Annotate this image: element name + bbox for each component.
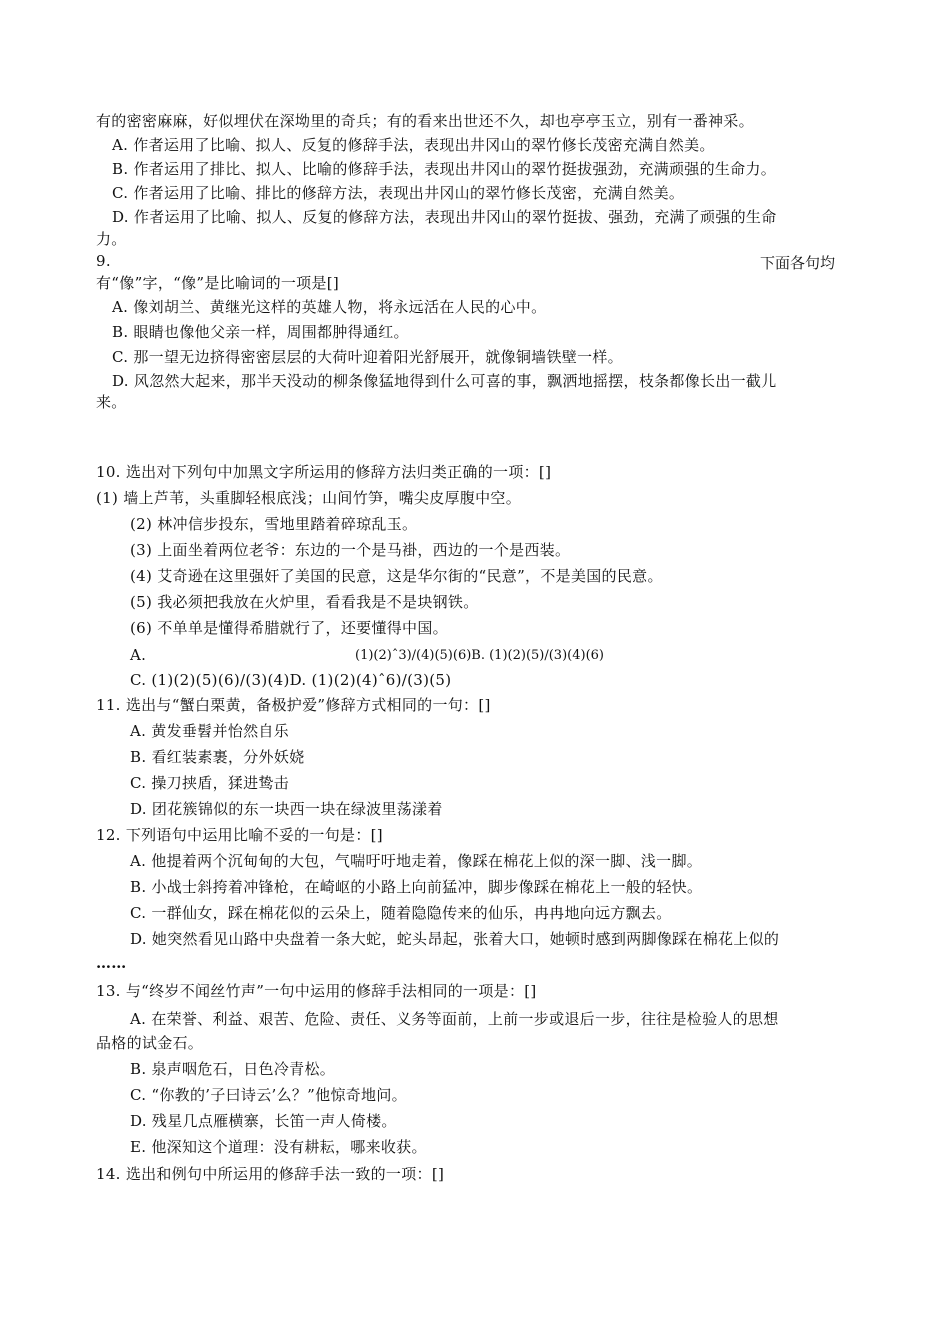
q12-option-d-wrap: …… bbox=[96, 954, 127, 972]
q9-option-a: A. 像刘胡兰、黄继光这样的英雄人物，将永远活在人民的心中。 bbox=[112, 298, 547, 316]
q10-choice-c-d: C. (1)(2)(5)(6)/(3)(4)D. (1)(2)(4)ˆ6)/(3)(5) bbox=[130, 671, 452, 689]
q11-option-c: C. 操刀挟盾，猱进鸷击 bbox=[130, 774, 290, 792]
q11-stem: 11. 选出与“蟹白栗黄，备极护爱”修辞方式相同的一句：[] bbox=[96, 696, 491, 714]
q13-option-d: D. 残星几点雁横寨，长笛一声人倚楼。 bbox=[130, 1112, 397, 1130]
q9-option-c: C. 那一望无边挤得密密层层的大荷叶迎着阳光舒展开，就像铜墙铁壁一样。 bbox=[112, 348, 623, 366]
q12-option-c: C. 一群仙女，踩在棉花似的云朵上，随着隐隐传来的仙乐，冉冉地向远方飘去。 bbox=[130, 904, 672, 922]
q8-option-c: C. 作者运用了比喻、排比的修辞方法，表现出井冈山的翠竹修长茂密，充满自然美。 bbox=[112, 184, 685, 202]
q10-item-5: (5) 我必须把我放在火炉里，看看我是不是块钢铁。 bbox=[130, 593, 479, 611]
q9-stem-right: 下面各句均 bbox=[760, 254, 836, 272]
q8-stem-tail: 有的密密麻麻，好似埋伏在深坳里的奇兵；有的看来出世还不久，却也亭亭玉立，别有一番神采。 bbox=[96, 112, 754, 130]
q10-item-6: (6) 不单单是懂得希腊就行了，还要懂得中国。 bbox=[130, 619, 448, 637]
q13-option-c: C. “你教的’子曰诗云’么？”他惊奇地问。 bbox=[130, 1086, 407, 1104]
q8-option-d: D. 作者运用了比喻、拟人、反复的修辞方法，表现出井冈山的翠竹挺拔、强劲，充满了顽强的生命 bbox=[112, 208, 777, 226]
q12-option-d: D. 她突然看见山路中央盘着一条大蛇，蛇头昂起，张着大口，她顿时感到两脚像踩在棉花上似的 bbox=[130, 930, 780, 948]
q9-option-d-wrap: 来。 bbox=[96, 393, 127, 411]
q10-item-3: (3) 上面坐着两位老爷：东边的一个是马褂，西边的一个是西装。 bbox=[130, 541, 571, 559]
q11-option-a: A. 黄发垂髫并怡然自乐 bbox=[130, 722, 289, 740]
q13-option-e: E. 他深知这个道理：没有耕耘，哪来收获。 bbox=[130, 1138, 427, 1156]
q14-stem: 14. 选出和例句中所运用的修辞手法一致的一项：[] bbox=[96, 1165, 445, 1183]
q10-item-4: (4) 艾奇逊在这里强奸了美国的民意，这是华尔街的“民意”，不是美国的民意。 bbox=[130, 567, 663, 585]
q10-item-2: (2) 林冲信步投东，雪地里踏着碎琼乱玉。 bbox=[130, 515, 418, 533]
q12-option-a: A. 他提着两个沉甸甸的大包，气喘吁吁地走着，像踩在棉花上似的深一脚、浅一脚。 bbox=[130, 852, 703, 870]
q13-option-a: A. 在荣誉、利益、艰苦、危险、责任、义务等面前，上前一步或退后一步，往往是检验人的思想 bbox=[130, 1010, 779, 1028]
q11-option-d: D. 团花簇锦似的东一块西一块在绿波里荡漾着 bbox=[130, 800, 443, 818]
q11-option-b: B. 看红装素裹，分外妖娆 bbox=[130, 748, 305, 766]
q12-option-b: B. 小战士斜挎着冲锋枪，在崎岖的小路上向前猛冲，脚步像踩在棉花上一般的轻快。 bbox=[130, 878, 703, 896]
q8-option-b: B. 作者运用了排比、拟人、比喻的修辞手法，表现出井冈山的翠竹挺拔强劲，充满顽强的生命力。 bbox=[112, 160, 777, 178]
q8-option-d-wrap: 力。 bbox=[96, 230, 127, 248]
q12-stem: 12. 下列语句中运用比喻不妥的一句是：[] bbox=[96, 826, 383, 844]
q10-choice-a-b: (1)(2)ˆ3)/(4)(5)(6)B. (1)(2)(5)/(3)(4)(6) bbox=[355, 648, 604, 663]
q13-option-a-wrap: 品格的试金石。 bbox=[96, 1034, 204, 1052]
q9-stem: 有“像”字，“像”是比喻词的一项是[] bbox=[96, 274, 340, 292]
q13-option-b: B. 泉声咽危石，日色冷青松。 bbox=[130, 1060, 336, 1078]
q13-stem: 13. 与“终岁不闻丝竹声”一句中运用的修辞手法相同的一项是：[] bbox=[96, 982, 537, 1000]
q9-number: 9. bbox=[96, 252, 111, 270]
q9-option-d: D. 风忽然大起来，那半天没动的柳条像猛地得到什么可喜的事，飘洒地摇摆，枝条都像长出一截儿 bbox=[112, 372, 777, 390]
q10-choice-a-label: A. bbox=[130, 646, 147, 664]
q10-item-1: (1) 墙上芦苇，头重脚轻根底浅；山间竹笋，嘴尖皮厚腹中空。 bbox=[96, 489, 522, 507]
q8-option-a: A. 作者运用了比喻、拟人、反复的修辞手法，表现出井冈山的翠竹修长茂密充满自然美。 bbox=[112, 136, 715, 154]
q9-option-b: B. 眼睛也像他父亲一样，周围都肿得通红。 bbox=[112, 323, 409, 341]
q10-stem: 10. 选出对下列句中加黑文字所运用的修辞方法归类正确的一项：[] bbox=[96, 463, 552, 481]
